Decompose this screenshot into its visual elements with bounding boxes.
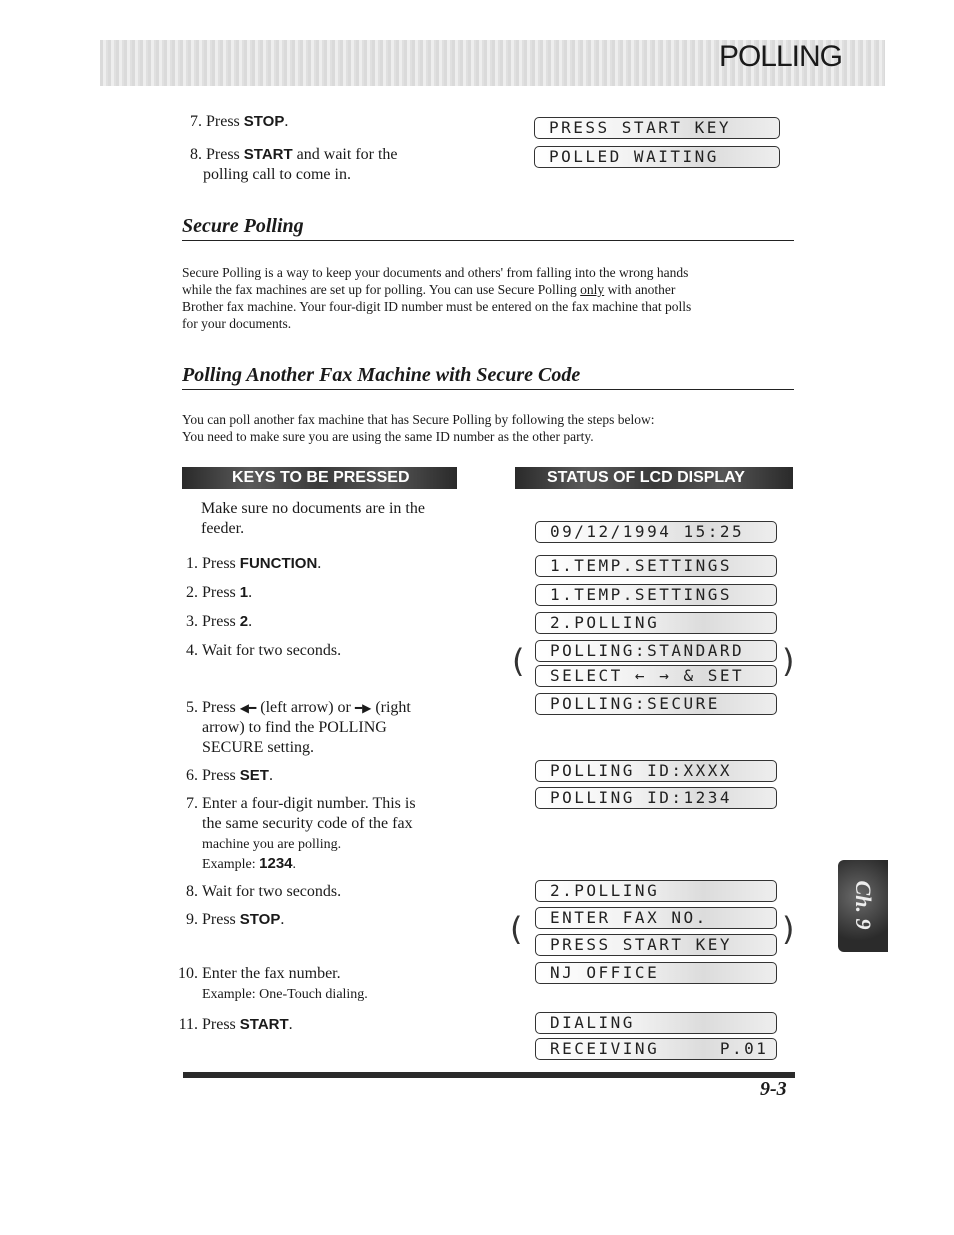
chapter-tab: Ch. 9 — [838, 860, 888, 952]
lcd-date-time: 09/12/1994 15:25 — [535, 521, 777, 543]
status-column-header: STATUS OF LCD DISPLAY — [515, 467, 793, 489]
alternating-bracket-left-icon-2: ( — [510, 910, 523, 948]
alternating-bracket-right-icon: ) — [782, 642, 795, 680]
lcd-press-start-key-2: PRESS START KEY — [535, 934, 777, 956]
pre-step: Make sure no documents are in the feeder. — [201, 500, 425, 537]
keys-column-header: KEYS TO BE PRESSED — [182, 467, 457, 489]
lcd-dialing: DIALING — [535, 1012, 777, 1034]
step-4: 4. Wait for two seconds. — [186, 642, 342, 659]
step-9: 9. Press STOP. — [186, 911, 285, 928]
lcd-receiving: RECEIVING P.01 — [535, 1038, 777, 1060]
right-arrow-icon: ━▶ — [354, 701, 372, 715]
section-title-polling-another: Polling Another Fax Machine with Secure Code — [182, 364, 794, 390]
lcd-select-arrows-set: SELECT ← → & SET — [535, 665, 777, 687]
section-title-secure-polling: Secure Polling — [182, 215, 794, 241]
step-3: 3. Press 2. — [186, 613, 253, 630]
lcd-temp-settings-2: 1.TEMP.SETTINGS — [535, 584, 777, 606]
lcd-enter-fax-no: ENTER FAX NO. — [535, 907, 777, 929]
lcd-press-start-key: PRESS START KEY — [534, 117, 780, 139]
step-6: 6. Press SET. — [186, 767, 273, 784]
step-11: 11. Press START. — [178, 1016, 293, 1033]
lcd-polled-waiting: POLLED WAITING — [534, 146, 780, 168]
step-2: 2. Press 1. — [186, 584, 253, 601]
alternating-bracket-left-icon: ( — [512, 642, 525, 680]
lcd-polling-standard: POLLING:STANDARD — [535, 640, 777, 662]
lcd-polling-2: 2.POLLING — [535, 880, 777, 902]
step-7: 7. Enter a four-digit number. This is the same security code of the fax machine you are polling. Example: 1234. — [186, 795, 416, 872]
page-header-title: POLLING — [718, 40, 842, 73]
left-arrow-icon: ◀━ — [239, 701, 257, 715]
top-step-7: 7. Press STOP. — [190, 113, 289, 130]
page-number: 9-3 — [760, 1078, 787, 1100]
step-5: 5. Press ◀━ (left arrow) or ━▶ (right arrow) to find the POLLING SECURE setting. — [186, 699, 411, 756]
top-step-8: 8. Press START and wait for the polling call to come in. — [190, 146, 398, 183]
lcd-polling-id-xxxx: POLLING ID:XXXX — [535, 760, 777, 782]
step-1: 1. Press FUNCTION. — [186, 555, 322, 572]
lcd-polling-id-1234: POLLING ID:1234 — [535, 787, 777, 809]
lcd-polling-secure: POLLING:SECURE — [535, 693, 777, 715]
polling-another-intro: You can poll another fax machine that has Secure Polling by following the steps below: You need to make sure you are using the same ID number as the other party. — [182, 412, 655, 444]
lcd-polling: 2.POLLING — [535, 612, 777, 634]
secure-polling-paragraph: Secure Polling is a way to keep your documents and others' from falling into the wrong hands while the fax machines are set up for polling. You can use Secure Polling only with another Brother fax machine. Your four-digit ID number must be entered on the fax machine that polls for your documents. — [182, 265, 692, 331]
step-10: 10. Enter the fax number. Example: One-Touch dialing. — [178, 965, 368, 1002]
lcd-nj-office: NJ OFFICE — [535, 962, 777, 984]
alternating-bracket-right-icon-2: ) — [782, 910, 795, 948]
footer-rule — [183, 1072, 795, 1078]
step-8: 8. Wait for two seconds. — [186, 883, 342, 900]
lcd-temp-settings-1: 1.TEMP.SETTINGS — [535, 555, 777, 577]
